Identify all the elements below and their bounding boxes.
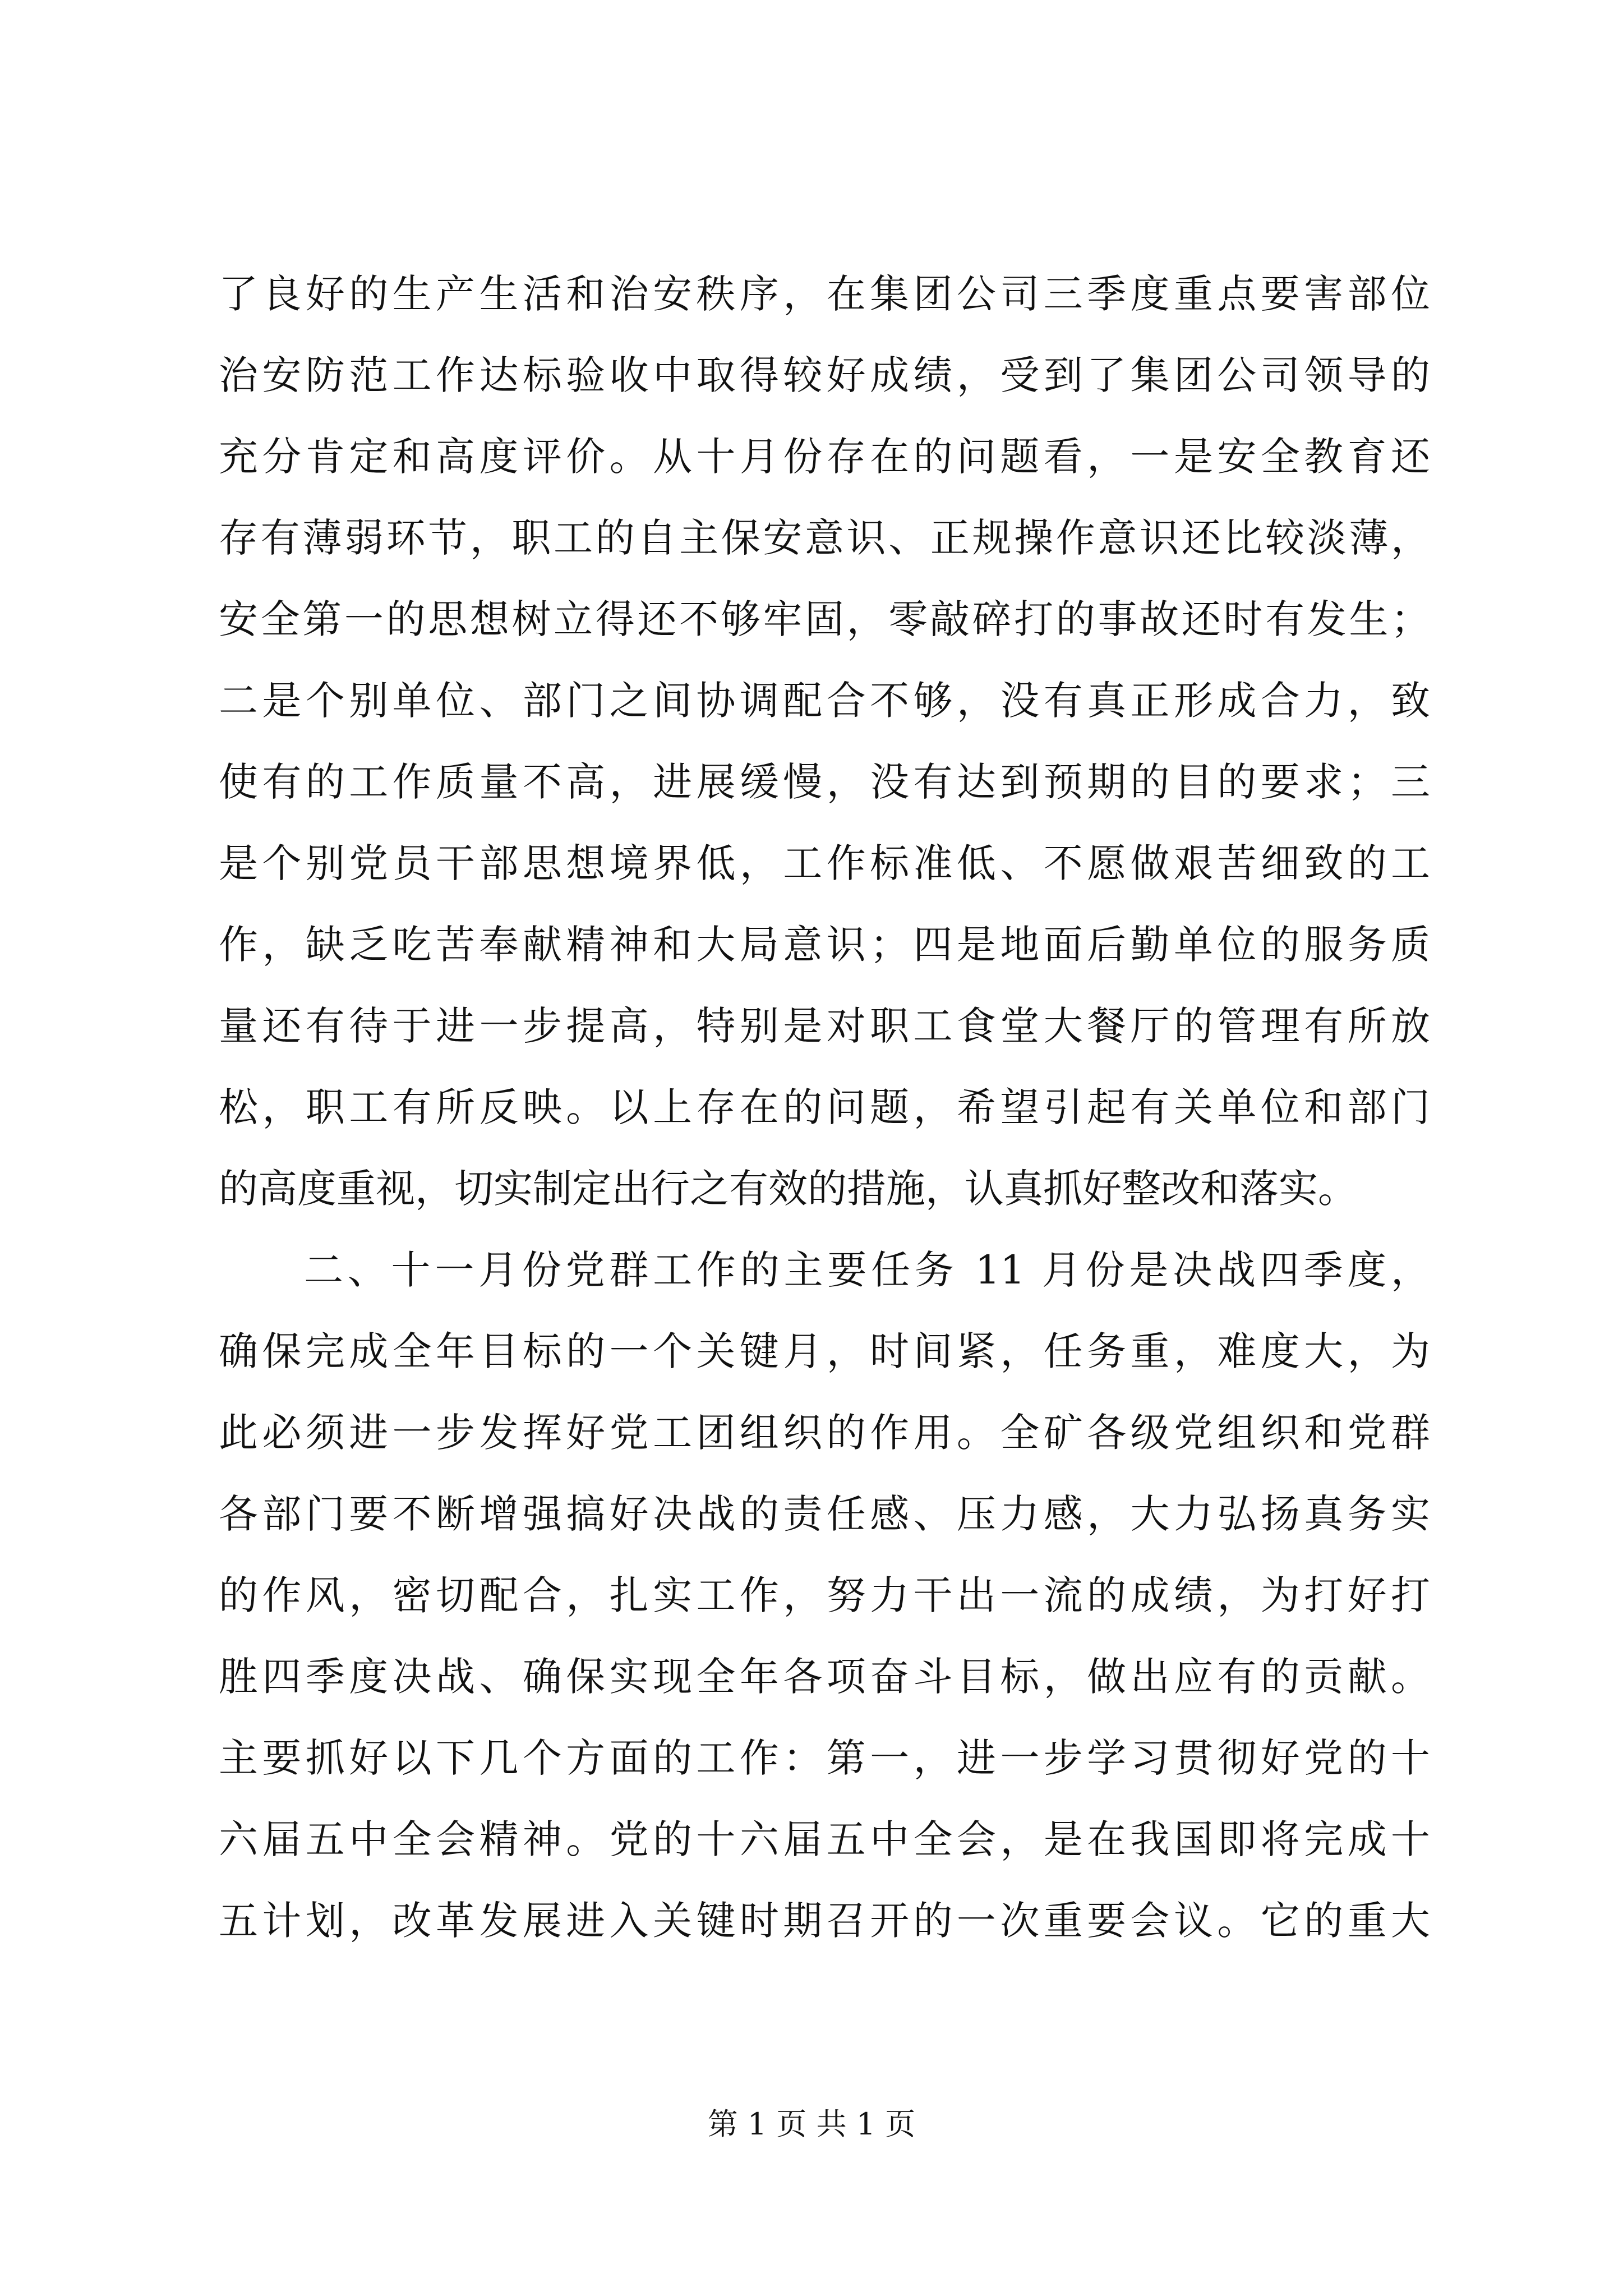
text-line: 主要抓好以下几个方面的工作：第一，进一步学习贯彻好党的十 [219, 1735, 1430, 1781]
text-line: 安全第一的思想树立得还不够牢固，零敲碎打的事故还时有发生； [219, 596, 1430, 642]
page-footer: 第 1 页 共 1 页 [707, 2106, 916, 2142]
text-line: 是个别党员干部思想境界低，工作标准低、不愿做艰苦细致的工 [219, 840, 1430, 886]
text-line: 二是个别单位、部门之间协调配合不够，没有真正形成合力，致 [219, 678, 1430, 724]
text-line: 治安防范工作达标验收中取得较好成绩，受到了集团公司领导的 [219, 352, 1430, 398]
text-line: 的高度重视，切实制定出行之有效的措施，认真抓好整改和落实。 [219, 1166, 1357, 1212]
text-line: 胜四季度决战、确保实现全年各项奋斗目标，做出应有的贡献。 [219, 1654, 1430, 1700]
text-line: 六届五中全会精神。党的十六届五中全会，是在我国即将完成十 [219, 1816, 1430, 1862]
text-line: 各部门要不断增强搞好决战的责任感、压力感，大力弘扬真务实 [219, 1491, 1430, 1537]
text-line: 确保完成全年目标的一个关键月，时间紧，任务重，难度大，为 [219, 1328, 1430, 1374]
text-line: 存有薄弱环节，职工的自主保安意识、正规操作意识还比较淡薄， [219, 515, 1430, 561]
body-text [219, 254, 1430, 1962]
text-line: 了良好的生产生活和治安秩序，在集团公司三季度重点要害部位 [219, 271, 1430, 317]
text-line: 量还有待于进一步提高，特别是对职工食堂大餐厅的管理有所放 [219, 1003, 1430, 1049]
text-line: 五计划，改革发展进入关键时期召开的一次重要会议。它的重大 [219, 1898, 1430, 1944]
text-line: 松，职工有所反映。以上存在的问题，希望引起有关单位和部门 [219, 1084, 1430, 1130]
text-line: 充分肯定和高度评价。从十月份存在的问题看，一是安全教育还 [219, 434, 1430, 480]
text-line: 作，缺乏吃苦奉献精神和大局意识；四是地面后勤单位的服务质 [219, 922, 1430, 968]
text-line: 的作风，密切配合，扎实工作，努力干出一流的成绩，为打好打 [219, 1572, 1430, 1618]
text-line: 二、十一月份党群工作的主要任务 11 月份是决战四季度， [304, 1247, 1430, 1293]
text-line: 使有的工作质量不高，进展缓慢，没有达到预期的目的要求；三 [219, 759, 1430, 805]
text-line: 此必须进一步发挥好党工团组织的作用。全矿各级党组织和党群 [219, 1410, 1430, 1456]
